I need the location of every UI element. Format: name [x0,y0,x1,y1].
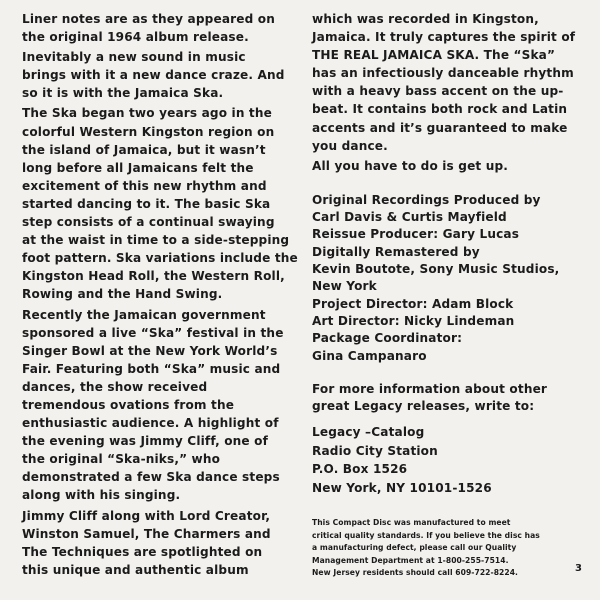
right-column [312,10,590,580]
page-number: 3 [575,563,582,574]
intro-note: Liner notes are as they appeared on the original 1964 album release. [22,12,275,45]
paragraph-get-up: All you have to do is get up. [312,158,509,173]
paragraph-recording: which was recorded in Kingston, Jamaica. It truly captures the spirit of THE REAL JAMAICA SKA. The “Ska” has an infectiously danceable rhythm with a heavy bass accent on the up- beat. It contains both rock and Latin accents and it’s guaranteed to make you dance. [312,12,576,153]
production-credits: Original Recordings Produced by Carl Davis & Curtis Mayfield Reissue Producer: Gary Lucas Digitally Remastered by Kevin Boutote, Sony Music Studios, New York Project Director: Adam Block Art Director: Nicky Lindeman Package Coordinator: Gina Campanaro [312,192,560,363]
paragraph-new-sound: Inevitably a new sound in music brings with it a new dance craze. And so it is with the Jamaica Ska. [22,50,285,101]
info-heading: For more information about other great Legacy releases, write to: [312,381,548,414]
paragraph-artists: Jimmy Cliff along with Lord Creator, Winston Samuel, The Charmers and The Techniques are spotlighted on this unique and authentic album [22,508,271,577]
paragraph-ska-origins: The Ska began two years ago in the colorful Western Kingston region on the island of Jamaica, but it wasn’t long before all Jamaicans felt the excitement of this new rhythm and started dancing to it. The basic Ska step consists of a continual swaying at the waist in time to a side-stepping foot pattern. Ska variations include the Kingston Head Roll, the Western Roll, Rowing and the Hand Swing. [22,106,298,302]
quality-notice: This Compact Disc was manufactured to meet critical quality standards. If you believe the disc has a manufacturing defect, please call our Quality Management Department at 1-800-255-7514. New Jersey residents should call 609-722-8224. [312,518,540,578]
paragraph-ska-festival: Recently the Jamaican government sponsored a live “Ska” festival in the Singer Bowl at the New York World’s Fair. Featuring both “Ska” music and dances, the show received tremendous ovations from the enthusiastic audience. A highlight of the evening was Jimmy Cliff, one of the original “Ska-niks,” who demonstrated a few Ska dance steps along with his singing. [22,307,284,503]
mailing-address: Legacy –Catalog Radio City Station P.O. Box 1526 New York, NY 10101-1526 [312,425,492,495]
left-column [22,10,300,581]
